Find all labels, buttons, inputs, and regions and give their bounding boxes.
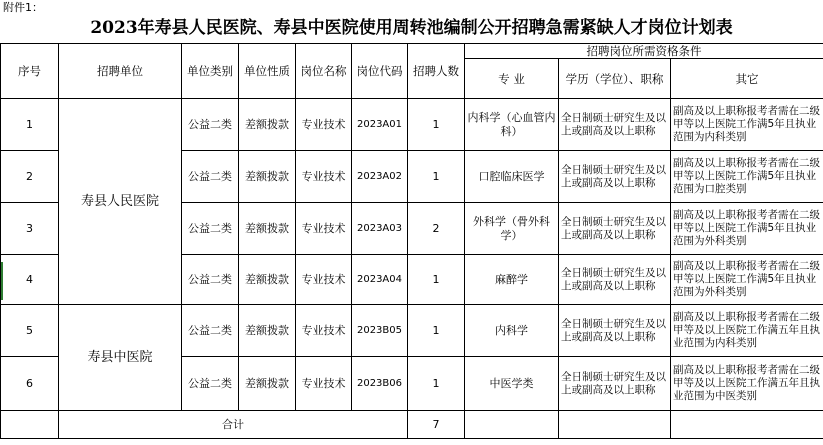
row-category: 公益二类 <box>182 305 239 357</box>
header-headcount: 招聘人数 <box>408 44 465 99</box>
row-major: 外科学（骨外科学） <box>465 203 559 255</box>
row-nature: 差额拨款 <box>239 203 296 255</box>
row-education: 全日制硕士研究生及以上或副高及以上职称 <box>559 151 671 203</box>
header-major: 专 业 <box>465 59 559 99</box>
row-major: 麻醉学 <box>465 255 559 305</box>
row-nature: 差额拨款 <box>239 357 296 411</box>
row-seq: 5 <box>1 305 59 357</box>
row-post-name: 专业技术 <box>296 255 352 305</box>
row-headcount: 1 <box>408 305 465 357</box>
table-row <box>1 305 823 357</box>
row-post-name: 专业技术 <box>296 151 352 203</box>
row-headcount: 1 <box>408 151 465 203</box>
row-education: 全日制硕士研究生及以上或副高及以上职称 <box>559 305 671 357</box>
header-nature: 单位性质 <box>239 44 296 99</box>
row-nature: 差额拨款 <box>239 151 296 203</box>
row-category: 公益二类 <box>182 151 239 203</box>
row-post-code: 2023A02 <box>352 151 408 203</box>
document-title: 2023年寿县人民医院、寿县中医院使用周转池编制公开招聘急需紧缺人才岗位计划表 <box>90 18 733 38</box>
row-other: 副高及以上职称报考者需在二级甲等以上医院工作满5年且执业范围为外科类别 <box>671 203 823 255</box>
row-education: 全日制硕士研究生及以上或副高及以上职称 <box>559 255 671 305</box>
header-seq: 序号 <box>1 44 59 99</box>
total-blank-cell <box>671 411 823 439</box>
row-post-code: 2023A03 <box>352 203 408 255</box>
table-row <box>1 99 823 151</box>
row-major: 内科学 <box>465 305 559 357</box>
row-category: 公益二类 <box>182 255 239 305</box>
total-row <box>1 411 823 439</box>
row-post-code: 2023A01 <box>352 99 408 151</box>
total-blank-cell <box>465 411 559 439</box>
total-blank-cell <box>559 411 671 439</box>
unit-name: 寿县人民医院 <box>59 99 182 305</box>
row-post-name: 专业技术 <box>296 357 352 411</box>
row-headcount: 1 <box>408 357 465 411</box>
row-other: 副高及以上职称报考者需在二级甲等以上医院工作满5年且执业范围为口腔类别 <box>671 151 823 203</box>
header-unit: 招聘单位 <box>59 44 182 99</box>
header-other: 其它 <box>671 59 823 99</box>
row-headcount: 1 <box>408 255 465 305</box>
total-count: 7 <box>408 411 465 439</box>
recruitment-plan-table <box>0 43 823 439</box>
row-category: 公益二类 <box>182 99 239 151</box>
row-nature: 差额拨款 <box>239 305 296 357</box>
row-post-name: 专业技术 <box>296 305 352 357</box>
row-seq: 3 <box>1 203 59 255</box>
total-label: 合计 <box>59 411 408 439</box>
row-seq: 4 <box>1 255 59 305</box>
row-post-name: 专业技术 <box>296 203 352 255</box>
row-post-code: 2023A04 <box>352 255 408 305</box>
row-category: 公益二类 <box>182 203 239 255</box>
row-post-code: 2023B05 <box>352 305 408 357</box>
unit-name: 寿县中医院 <box>59 305 182 411</box>
row-education: 全日制硕士研究生及以上或副高及以上职称 <box>559 357 671 411</box>
row-seq: 1 <box>1 99 59 151</box>
header-education: 学历（学位）、职称 <box>559 59 671 99</box>
row-nature: 差额拨款 <box>239 255 296 305</box>
header-post-code: 岗位代码 <box>352 44 408 99</box>
row-major: 内科学（心血管内科） <box>465 99 559 151</box>
row-major: 口腔临床医学 <box>465 151 559 203</box>
row-other: 副高及以上职称报考者需在二级甲等以上医院工作满5年且执业范围为内科类别 <box>671 99 823 151</box>
row-other: 副高及以上职称报考者需在二级甲等及以上医院工作满五年且执业范围为内科类别 <box>671 305 823 357</box>
row-nature: 差额拨款 <box>239 99 296 151</box>
row-education: 全日制硕士研究生及以上或副高及以上职称 <box>559 203 671 255</box>
header-qualification-group: 招聘岗位所需资格条件 <box>465 44 823 59</box>
total-blank-cell <box>1 411 59 439</box>
row-post-code: 2023B06 <box>352 357 408 411</box>
row-headcount: 1 <box>408 99 465 151</box>
row-category: 公益二类 <box>182 357 239 411</box>
row-other: 副高及以上职称报考者需在二级甲等及以上医院工作满五年且执业范围为中医类别 <box>671 357 823 411</box>
row-major: 中医学类 <box>465 357 559 411</box>
row-seq: 2 <box>1 151 59 203</box>
header-post-name: 岗位名称 <box>296 44 352 99</box>
annex-label: 附件1： <box>3 1 43 14</box>
row-other: 副高及以上职称报考者需在二级甲等以上医院工作满5年且执业范围为外科类别 <box>671 255 823 305</box>
header-category: 单位类别 <box>182 44 239 99</box>
row-education: 全日制硕士研究生及以上或副高及以上职称 <box>559 99 671 151</box>
row-post-name: 专业技术 <box>296 99 352 151</box>
row-seq: 6 <box>1 357 59 411</box>
row-headcount: 2 <box>408 203 465 255</box>
